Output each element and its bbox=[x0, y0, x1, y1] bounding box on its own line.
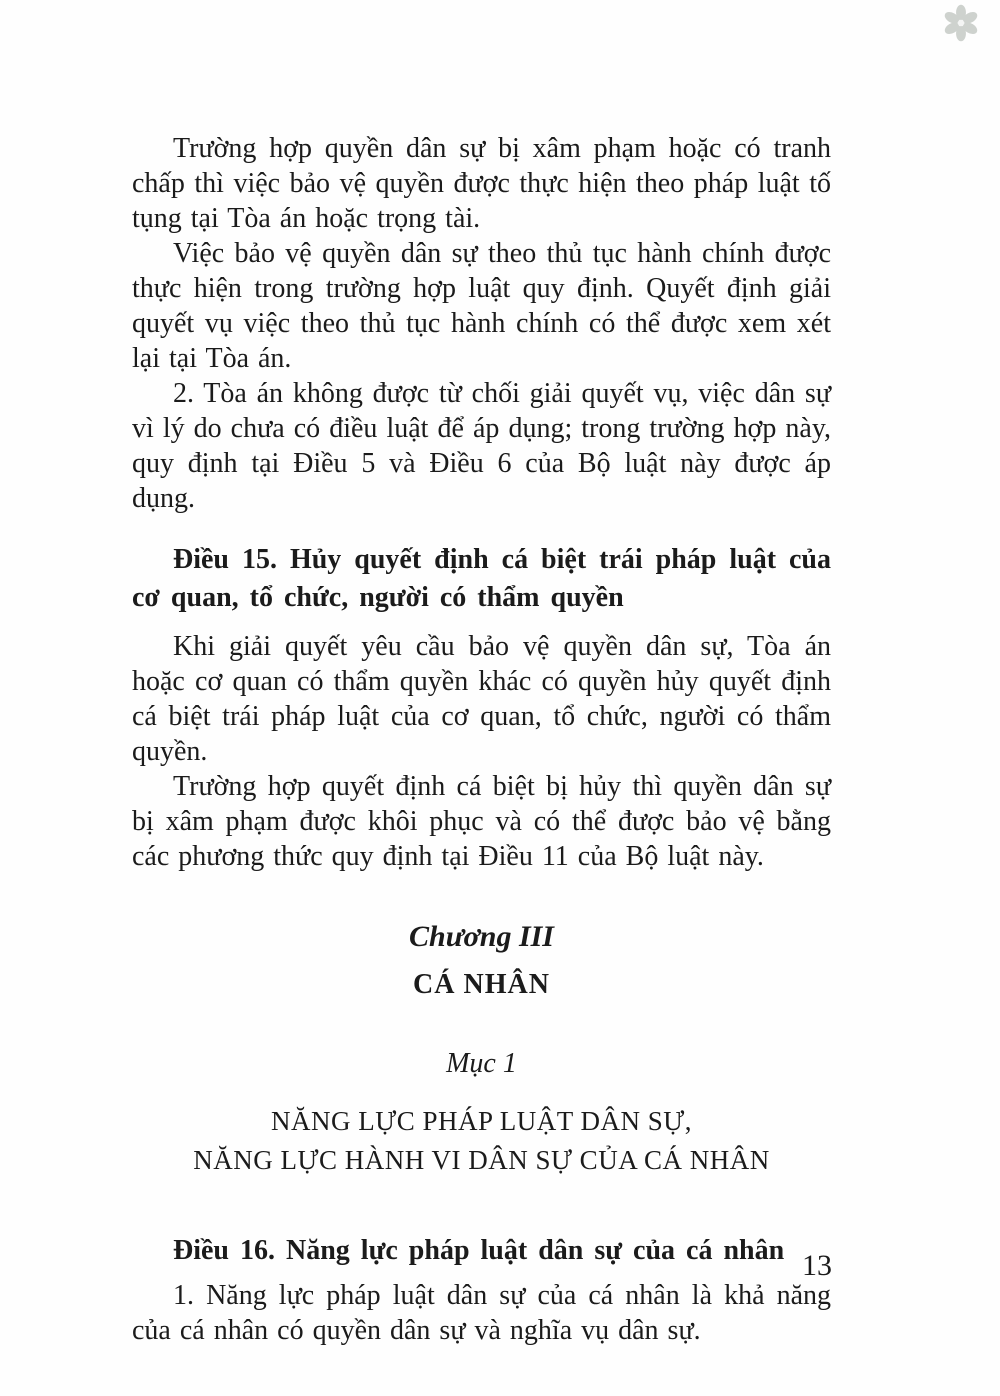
section-label: Mục 1 bbox=[446, 1048, 517, 1079]
paragraph-protection-litigation: Trường hợp quyền dân sự bị xâm phạm hoặc có tranh chấp thì việc bảo vệ quyền được thực hiện theo pháp luật tố tụng tại Tòa án hoặc trọng tài. bbox=[132, 133, 831, 234]
florette-ornament-icon bbox=[942, 4, 980, 42]
paragraph-protection-administrative: Việc bảo vệ quyền dân sự theo thủ tục hành chính được thực hiện trong trường hợp luật quy định. Quyết định giải quyết vụ việc theo thủ tục hành chính có thể được xem xét lại tại Tòa án. bbox=[132, 238, 831, 374]
chapter-label: Chương III bbox=[409, 920, 554, 953]
paragraph-article15-2: Trường hợp quyết định cá biệt bị hủy thì quyền dân sự bị xâm phạm được khôi phục và có thể được bảo vệ bằng các phương thức quy định tại Điều 11 của Bộ luật này. bbox=[132, 771, 831, 872]
section-title-line-1: NĂNG LỰC PHÁP LUẬT DÂN SỰ, bbox=[271, 1106, 692, 1136]
article-15-heading: Điều 15. Hủy quyết định cá biệt trái pháp luật của cơ quan, tổ chức, người có thẩm quyền bbox=[132, 544, 831, 613]
chapter-title: CÁ NHÂN bbox=[413, 969, 550, 1000]
text-block bbox=[132, 131, 831, 1348]
section-title bbox=[132, 1102, 831, 1180]
section-title-line-2: NĂNG LỰC HÀNH VI DÂN SỰ CỦA CÁ NHÂN bbox=[193, 1145, 770, 1175]
paragraph-article16-1: 1. Năng lực pháp luật dân sự của cá nhân là khả năng của cá nhân có quyền dân sự và nghĩa vụ dân sự. bbox=[132, 1280, 831, 1346]
paragraph-article15-1: Khi giải quyết yêu cầu bảo vệ quyền dân sự, Tòa án hoặc cơ quan có thẩm quyền khác có quyền hủy quyết định cá biệt trái pháp luật của cơ quan, tổ chức, người có thẩm quyền. bbox=[132, 631, 831, 767]
article-16-heading: Điều 16. Năng lực pháp luật dân sự của cá nhân bbox=[173, 1235, 785, 1266]
paragraph-court-no-refusal: 2. Tòa án không được từ chối giải quyết vụ, việc dân sự vì lý do chưa có điều luật để áp dụng; trong trường hợp này, quy định tại Điều 5 và Điều 6 của Bộ luật này được áp dụng. bbox=[132, 378, 831, 514]
page-number: 13 bbox=[802, 1249, 832, 1282]
